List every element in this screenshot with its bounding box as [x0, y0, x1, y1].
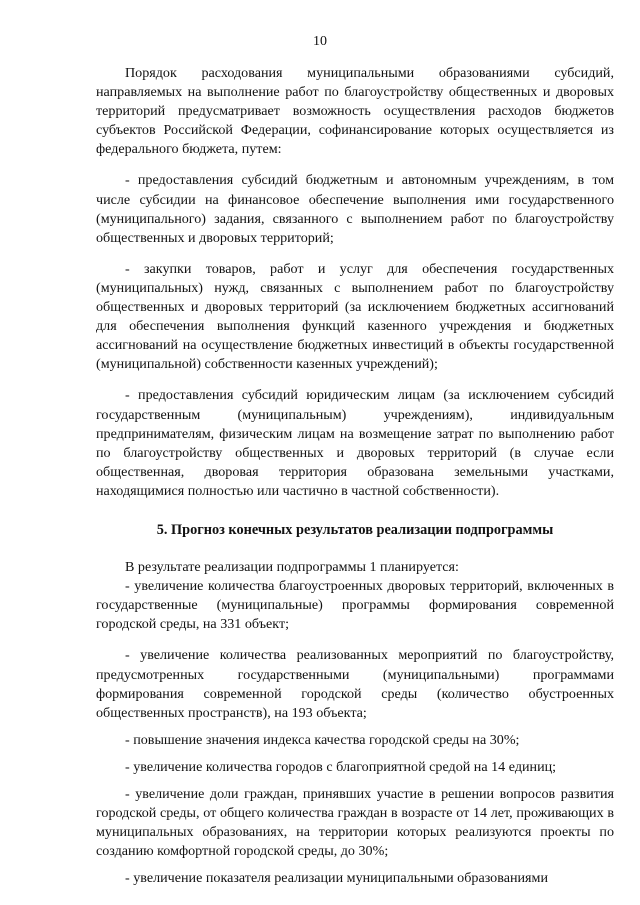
paragraph-spending-procedure: Порядок расходования муниципальными образованиями субсидий, направляемых на выполнение работ по благоустройству общественных и дворовых территорий предусматривает возможность осуществления расходов бюджетов субъектов Российской Федерации, софинансирование которых осуществляется из федерального бюджета, путем: — [96, 65, 614, 158]
paragraph-subsidies-legal-entities: - предоставления субсидий юридическим лицам (за исключением субсидий государственным (муниципальным) учреждениям), индивидуальным предпринимателям, физическим лицам на возмещение затрат по выполнению работ по благоустройству общественных и дворовых территорий (в случае если общественная, дворовая территория образована земельными участками, находящимися полностью или частично в частной собственности). — [96, 387, 614, 499]
result-item: - увеличение доли граждан, принявших участие в решении вопросов развития городской среды, от общего количества граждан в возрасте от 14 лет, проживающих в муниципальных образованиях, на территории которых реализуются проекты по созданию комфортной городской среды, до 30%; — [96, 786, 614, 860]
result-item: - увеличение количества реализованных мероприятий по благоустройству, предусмотренных государственными (муниципальными) программами формирования современной городской среды (количество обустроенных общественных пространств), на 193 объекта; — [96, 647, 614, 721]
page-number: 10 — [313, 34, 327, 49]
results-intro: В результате реализации подпрограммы 1 планируется: — [125, 559, 459, 576]
result-item: - увеличение количества городов с благоприятной средой на 14 единиц; — [125, 758, 557, 775]
section-heading: 5. Прогноз конечных результатов реализации подпрограммы — [156, 521, 554, 538]
result-item: - увеличение показателя реализации муниципальными образованиями — [125, 870, 548, 887]
paragraph-subsidies-institutions: - предоставления субсидий бюджетным и автономным учреждениям, в том числе субсидии на финансовое обеспечение выполнения ими государственного (муниципального) задания, связанного с выполнением работ по благоустройству общественных и дворовых территорий; — [96, 172, 614, 246]
result-item: - увеличение количества благоустроенных дворовых территорий, включенных в государственные (муниципальные) программы формирования современной городской среды, на 331 объект; — [96, 578, 614, 633]
paragraph-procurement: - закупки товаров, работ и услуг для обеспечения государственных (муниципальных) нужд, связанных с выполнением работ по благоустройству общественных и дворовых территорий (за исключением бюджетных ассигнований для обеспечения выполнения функций казенного учреждения и бюджетных ассигнований на осуществление бюджетных инвестиций в объекты государственной (муниципальной) собственности казенных учреждений); — [96, 260, 614, 373]
result-item: - повышение значения индекса качества городской среды на 30%; — [125, 731, 520, 748]
document-body — [96, 64, 614, 888]
